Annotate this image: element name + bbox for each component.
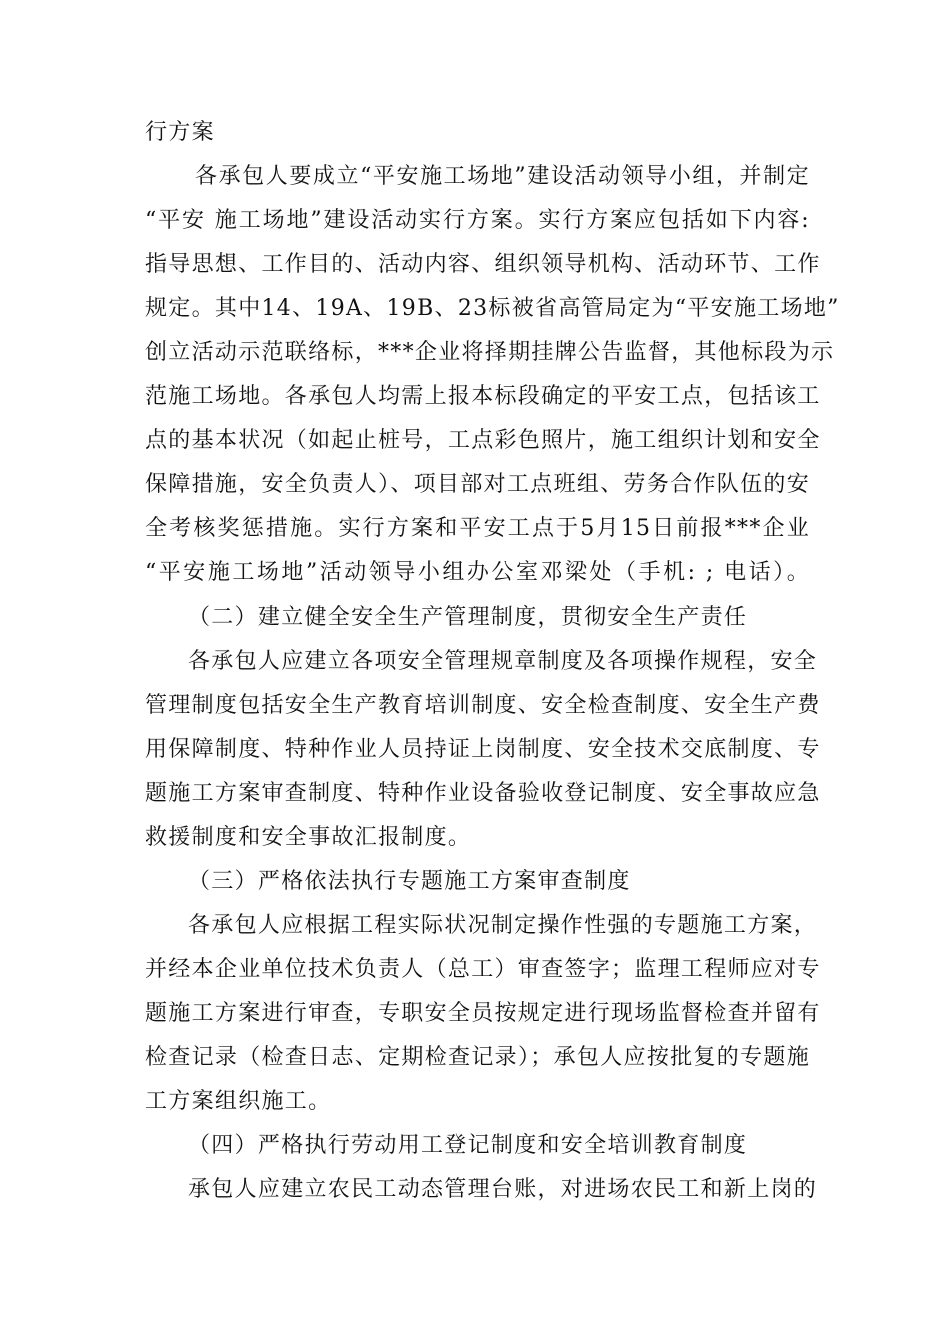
section-heading-4: （四）严格执行劳动用工登记制度和安全培训教育制度	[188, 1133, 748, 1158]
paragraph-line: 管理制度包括安全生产教育培训制度、安全检查制度、安全生产费	[145, 693, 821, 718]
paragraph-line: 全考核奖惩措施。实行方案和平安工点于5月15日前报***企业	[145, 516, 810, 541]
text-line: 行方案	[145, 120, 215, 145]
paragraph-line: “平安施工场地”活动领导小组办公室邓梁处（手机: ; 电话）。	[145, 560, 810, 585]
paragraph-line: 保障措施，安全负责人）、项目部对工点班组、劳务合作队伍的安	[145, 472, 810, 497]
paragraph-line: 创立活动示范联络标，***企业将择期挂牌公告监督，其他标段为示	[145, 340, 835, 365]
paragraph-line: 检查记录（检查日志、定期检查记录）；承包人应按批复的专题施	[145, 1045, 810, 1070]
paragraph-line: 并经本企业单位技术负责人（总工）审查签字；监理工程师应对专	[145, 957, 821, 982]
paragraph-line: 救援制度和安全事故汇报制度。	[145, 825, 472, 850]
paragraph-line: 各承包人应建立各项安全管理规章制度及各项操作规程，安全	[188, 649, 818, 674]
paragraph-line: 题施工方案审查制度、特种作业设备验收登记制度、安全事故应急	[145, 781, 821, 806]
paragraph-line: 点的基本状况（如起止桩号，工点彩色照片，施工组织计划和安全	[145, 428, 821, 453]
paragraph-line: 各承包人应根据工程实际状况制定操作性强的专题施工方案，	[188, 913, 818, 938]
paragraph-line: 工方案组织施工。	[145, 1089, 332, 1114]
paragraph-line: 承包人应建立农民工动态管理台账，对进场农民工和新上岗的	[188, 1177, 818, 1202]
paragraph-line: 题施工方案进行审查，专职安全员按规定进行现场监督检查并留有	[145, 1001, 821, 1026]
paragraph-line: “平安 施工场地”建设活动实行方案。实行方案应包括如下内容:	[145, 208, 810, 233]
paragraph-line: 指导思想、工作目的、活动内容、组织领导机构、活动环节、工作	[145, 252, 821, 277]
paragraph-line: 范施工场地。各承包人均需上报本标段确定的平安工点，包括该工	[145, 384, 821, 409]
section-heading-2: （二）建立健全安全生产管理制度，贯彻安全生产责任	[188, 605, 748, 630]
paragraph-line: 规定。其中14、19A、19B、23标被省高管局定为“平安施工场地”	[145, 296, 840, 321]
paragraph-line: 用保障制度、特种作业人员持证上岗制度、安全技术交底制度、专	[145, 737, 821, 762]
section-heading-3: （三）严格依法执行专题施工方案审查制度	[188, 869, 631, 894]
paragraph-line: 各承包人要成立“平安施工场地”建设活动领导小组，并制定	[195, 164, 810, 189]
